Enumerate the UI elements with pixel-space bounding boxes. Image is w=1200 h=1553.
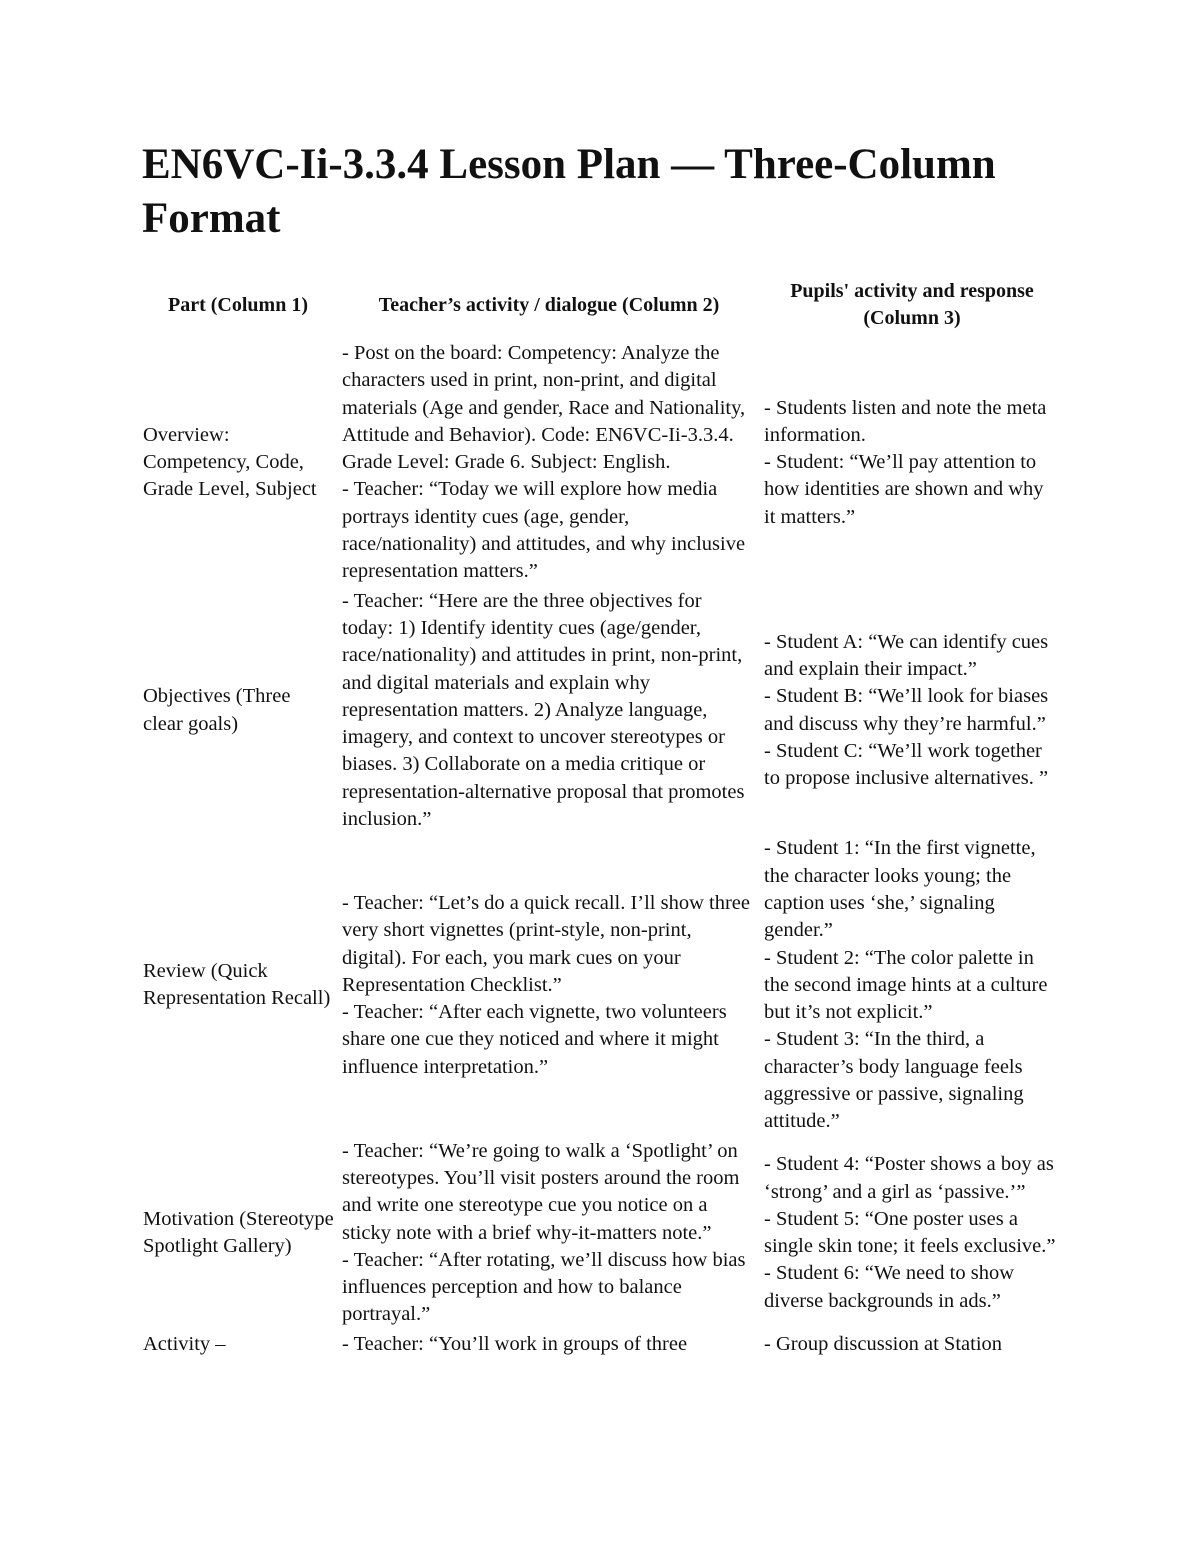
pupil-line: - Student B: “We’ll look for biases and discuss why they’re harmful.” [764, 685, 1049, 735]
table-row-motivation [138, 1138, 1064, 1331]
pupils-cell-activity [760, 1331, 1064, 1360]
teacher-cell-review [338, 835, 760, 1137]
part-cell-objectives: Objectives (Three clear goals) [143, 685, 291, 735]
pupils-cell-motivation [760, 1138, 1064, 1331]
table-row-objectives [138, 588, 1064, 836]
table-row-activity [138, 1331, 1064, 1360]
pupils-cell-overview [760, 340, 1064, 588]
table-header-row [138, 278, 1064, 340]
teacher-cell-overview [338, 340, 760, 588]
column-header-teacher: Teacher’s activity / dialogue (Column 2) [378, 293, 720, 316]
pupil-line: - Student 1: “In the first vignette, the character looks young; the caption uses ‘she,’ signaling gender.” [764, 837, 1036, 942]
pupil-line: - Student 4: “Poster shows a boy as ‘strong’ and a girl as ‘passive.’” [764, 1153, 1054, 1203]
teacher-line: - Teacher: “Let’s do a quick recall. I’ll show three very short vignettes (print-style, non-print, digital). For each, you mark cues on your Representation Checklist.” [342, 891, 751, 996]
pupil-line: - Student C: “We’ll work together to propose inclusive alternatives. ” [764, 739, 1049, 790]
pupil-line: - Student A: “We can identify cues and explain their impact.” [764, 630, 1049, 680]
pupils-cell-review [760, 835, 1064, 1137]
column-header-part: Part (Column 1) [168, 293, 308, 316]
teacher-line: - Teacher: “Here are the three objectives for today: 1) Identify identity cues (age/gender, race/nationality) and attitudes in print, non-print, and digital materials and explain why representation matters. 2) Analyze language, imagery, and context to uncover stereotypes or biases. 3) Collaborate on a media critique or representation-alternative proposal that promotes inclusion.” [342, 589, 745, 831]
teacher-line: - Teacher: “You’ll work in groups of three [342, 1332, 688, 1355]
part-cell-overview: Overview: Competency, Code, Grade Level, Subject [143, 423, 317, 501]
pupils-cell-objectives [760, 588, 1064, 836]
pupil-line: - Student 6: “We need to show diverse backgrounds in ads.” [764, 1262, 1014, 1312]
pupil-line: - Student 2: “The color palette in the second image hints at a culture but it’s not explicit.” [764, 946, 1048, 1024]
part-cell-motivation: Motivation (Stereotype Spotlight Gallery) [143, 1207, 334, 1258]
teacher-line: - Post on the board: Competency: Analyze the characters used in print, non-print, and digital materials (Age and gender, Race and Nationality, Attitude and Behavior). Code: EN6VC-Ii-3.3.4. Grade Level: Grade 6. Subject: English. [342, 342, 746, 474]
part-cell-activity: Activity – [143, 1332, 226, 1355]
lesson-plan-table [138, 278, 1064, 1360]
teacher-line: - Teacher: “Today we will explore how media portrays identity cues (age, gender, race/nationality) and attitudes, and why inclusive representation matters.” [342, 478, 746, 583]
teacher-line: - Teacher: “After each vignette, two volunteers share one cue they noticed and where it might influence interpretation.” [342, 1001, 727, 1078]
teacher-cell-activity [338, 1331, 760, 1360]
table-row-review [138, 835, 1064, 1137]
teacher-cell-objectives [338, 588, 760, 836]
part-cell-review: Review (Quick Representation Recall) [143, 960, 331, 1010]
teacher-cell-motivation [338, 1138, 760, 1331]
pupil-line: - Student 3: “In the third, a character’s body language feels aggressive or passive, signaling attitude.” [764, 1028, 1024, 1133]
table-row-overview [138, 340, 1064, 588]
teacher-line: - Teacher: “After rotating, we’ll discuss how bias influences perception and how to balance portrayal.” [342, 1248, 746, 1326]
teacher-line: - Teacher: “We’re going to walk a ‘Spotlight’ on stereotypes. You’ll visit posters around the room and write one stereotype cue you notice on a sticky note with a brief why-it-matters note.” [342, 1139, 740, 1244]
pupil-line: - Student 5: “One poster uses a single skin tone; it feels exclusive.” [764, 1207, 1056, 1258]
column-header-pupils: Pupils' activity and response (Column 3) [790, 280, 1034, 329]
pupil-line: - Student: “We’ll pay attention to how identities are shown and why it matters.” [764, 451, 1044, 528]
page-title: EN6VC-Ii-3.3.4 Lesson Plan — Three-Column Format [142, 141, 996, 242]
pupil-line: - Group discussion at Station [764, 1332, 1003, 1355]
pupil-line: - Students listen and note the meta information. [764, 396, 1047, 446]
